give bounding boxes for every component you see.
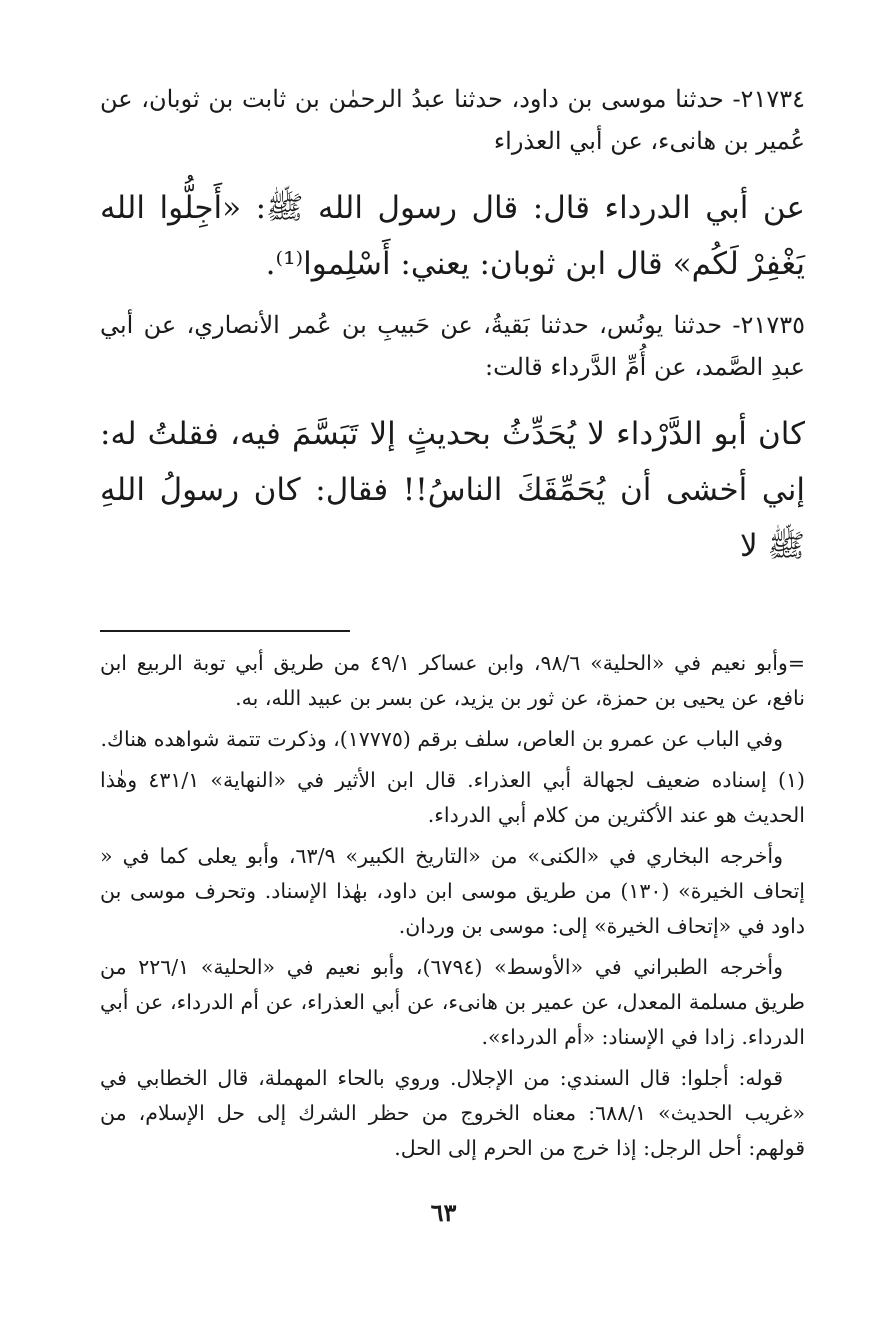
footnote-separator-wrap (100, 630, 805, 632)
hadith-21735-text: كان أبو الدَّرْداء لا يُحَدِّثُ بحديثٍ إلا تَبَسَّمَ فيه، فقلتُ له: إني أخشى أن يُحَمِّقَكَ الناسُ!! فقال: كان رسولُ اللهِ ﷺ لا (100, 416, 805, 564)
footnote-continuation-2: وفي الباب عن عمرو بن العاص، سلف برقم (١٧٧٧٥)، وذكرت تتمة شواهده هناك. (100, 727, 783, 751)
footnotes (100, 646, 805, 1166)
hadith-21735-chain: ٢١٧٣٥- حدثنا يونُس، حدثنا بَقيةُ، عن حَبيبِ بن عُمر الأنصاري، عن أبي عبدِ الصَّمد، عن أُمِّ الدَّرداء قالت: (100, 311, 805, 381)
hadith-21734-chain: ٢١٧٣٤- حدثنا موسى بن داود، حدثنا عبدُ الرحمٰن بن ثابت بن ثوبان، عن عُمير بن هانىء، عن أبي العذراء (100, 85, 805, 155)
footnote-separator (100, 630, 350, 632)
footnote-1-part-d: قوله: أجلوا: قال السندي: من الإجلال. وروي بالحاء المهملة، قال الخطابي في «غريب الحديث» ٦٨٨/١: معناه الخروج من حظر الشرك إلى حل الإسلام، من قولهم: أحل الرجل: إذا خرج من الحرم إلى الحل. (100, 1066, 805, 1160)
hadith-21734-text: عن أبي الدرداء قال: قال رسول الله ﷺ: «أَجِلُّوا الله يَغْفِرْ لَكُم» قال ابن ثوبان: يعني: أَسْلِموا⁽¹⁾. (100, 190, 805, 282)
footnote-1-part-c: وأخرجه الطبراني في «الأوسط» (٦٧٩٤)، وأبو نعيم في «الحلية» ٢٢٦/١ من طريق مسلمة المعدل، عن عمير بن هانىء، عن أبي العذراء، عن أم الدرداء، عن أبي الدرداء. زادا في الإسناد: «أم الدرداء». (100, 955, 805, 1049)
page-number: ٦٣ (430, 1198, 457, 1227)
footnote-1-part-b: وأخرجه البخاري في «الكنى» من «التاريخ الكبير» ٦٣/٩، وأبو يعلى كما في « إتحاف الخيرة» (١٣٠) من طريق موسى ابن داود، بهٰذا الإسناد. وتحرف موسى بن داود في «إتحاف الخيرة» إلى: موسى بن وردان. (100, 844, 805, 938)
footnote-1-part-a: (١) إسناده ضعيف لجهالة أبي العذراء. قال ابن الأثير في «النهاية» ٤٣١/١ وهٰذا الحديث هو عند الأكثرين من كلام أبي الدرداء. (100, 768, 805, 827)
footnote-continuation-1: =وأبو نعيم في «الحلية» ٩٨/٦، وابن عساكر ٤٩/١ من طريق أبي توبة الربيع ابن نافع، عن يحيى بن حمزة، عن ثور بن يزيد، عن بسر بن عبيد الله، به. (100, 651, 805, 710)
main-text (100, 78, 805, 574)
